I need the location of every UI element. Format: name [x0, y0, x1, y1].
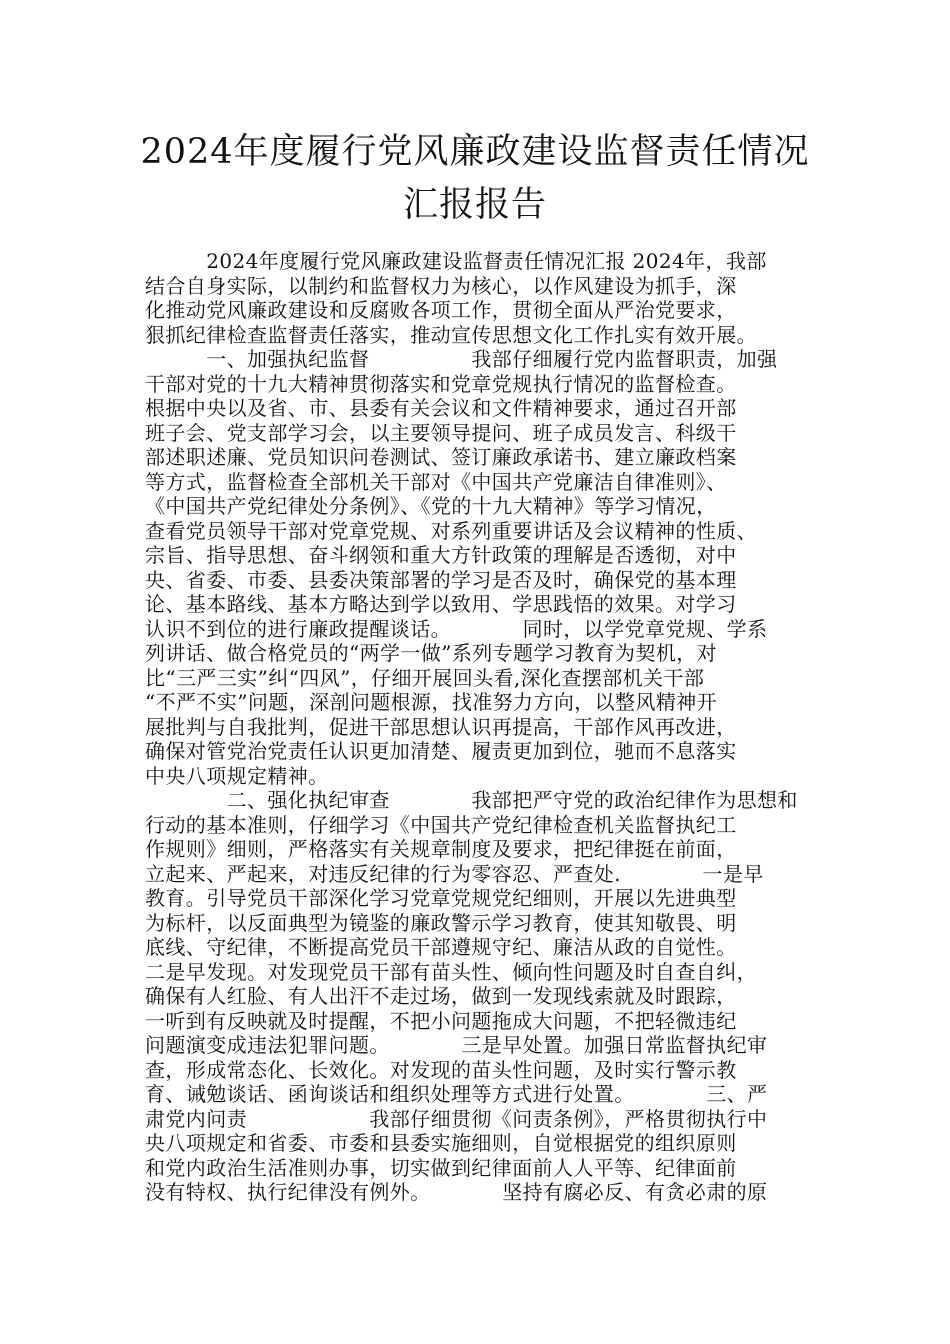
body-text-line: 二、强化执纪审查 我部把严守党的政治纪律作为思想和 [145, 788, 798, 812]
body-text-line: 教育。引导党员干部深化学习党章党规党纪细则，开展以先进典型 [145, 886, 737, 910]
body-text-line: 认识不到位的进行廉政提醒谈话。 同时，以学党章党规、学系 [145, 616, 768, 641]
body-text-line: 化推动党风廉政建设和反腐败各项工作，贯彻全面从严治党要求， [145, 298, 737, 322]
body-text-line: 作规则》细则，严格落实有关规章制度及要求，把纪律挺在前面， [145, 837, 737, 861]
body-text-line: 根据中央以及省、市、县委有关会议和文件精神要求，通过召开部 [145, 396, 737, 420]
body-text-line: 中央八项规定精神。 [145, 763, 329, 788]
body-text-line: 底线、守纪律，不断提高党员干部遵规守纪、廉洁从政的自觉性。 [145, 935, 737, 959]
body-text-line: 二是早发现。对发现党员干部有苗头性、倾向性问题及时自查自纠， [145, 959, 757, 984]
body-text-line: 育、诫勉谈话、函询谈话和组织处理等方式进行处置。 三、严 [145, 1082, 768, 1106]
body-text-line: 《中国共产党纪律处分条例》、《党的十九大精神》等学习情况， [145, 494, 717, 518]
body-text-line: 部述职述廉、党员知识问卷测试、签订廉政承诺书、建立廉政档案 [145, 445, 737, 469]
body-text-line: 为标杆，以反面典型为镜鉴的廉政警示学习教育，使其知敬畏、明 [145, 910, 737, 935]
body-text-line: 干部对党的十九大精神贯彻落实和党章党规执行情况的监督检查。 [145, 371, 737, 396]
body-text-line: 一、加强执纪监督 我部仔细履行党内监督职责，加强 [145, 347, 778, 371]
body-text-line: 确保对管党治党责任认识更加清楚、履责更加到位，驰而不息落实 [145, 739, 737, 763]
body-text-line: 狠抓纪律检查监督责任落实，推动宣传思想文化工作扎实有效开展。 [145, 322, 757, 347]
body-text-line: 央、省委、市委、县委决策部署的学习是否及时，确保党的基本理 [145, 567, 737, 592]
title-line-2: 汇报报告 [402, 185, 547, 225]
title-line-1: 2024年度履行党风廉政建设监督责任情况 [140, 132, 810, 172]
document-title [100, 126, 850, 232]
body-text-line: 查看党员领导干部对党章党规、对系列重要讲话及会议精神的性质、 [145, 518, 757, 543]
body-text-line: 宗旨、指导思想、奋斗纲领和重大方针政策的理解是否透彻，对中 [145, 543, 737, 567]
body-text-line: 查，形成常态化、长效化。对发现的苗头性问题，及时实行警示教 [145, 1057, 737, 1082]
body-text-line: 立起来、严起来，对违反纪律的行为零容忍、严查处. 一是早 [145, 861, 764, 886]
body-text-line: 结合自身实际，以制约和监督权力为核心，以作风建设为抓手，深 [145, 273, 737, 298]
body-text-line: “不严不实”问题，深剖问题根源，找准努力方向，以整风精神开 [145, 690, 718, 714]
body-text-line: 肃党内问责 我部仔细贯彻《问责条例》，严格贯彻执行中 [145, 1106, 768, 1131]
body-text-line: 和党内政治生活准则办事，切实做到纪律面前人人平等、纪律面前 [145, 1155, 737, 1180]
body-text-line: 一听到有反映就及时提醒，不把小问题拖成大问题，不把轻微违纪 [145, 1008, 737, 1033]
body-text-line: 问题演变成违法犯罪问题。 三是早处置。加强日常监督执纪审 [145, 1033, 768, 1057]
body-text-line: 班子会、党支部学习会，以主要领导提问、班子成员发言、科级干 [145, 420, 737, 445]
body-text-line: 等方式，监督检查全部机关干部对《中国共产党廉洁自律准则》、 [145, 469, 727, 494]
body-text-line: 央八项规定和省委、市委和县委实施细则，自觉根据党的组织原则 [145, 1131, 737, 1155]
body-text-line: 2024年度履行党风廉政建设监督责任情况汇报 2024年，我部 [145, 249, 767, 273]
document-body [145, 249, 810, 1205]
body-text-line: 确保有人红脸、有人出汗不走过场，做到一发现线索就及时跟踪， [145, 984, 737, 1008]
body-text-line: 比“三严三实”纠“四风”，仔细开展回头看,深化查摆部机关干部 [145, 665, 705, 690]
body-text-line: 没有特权、执行纪律没有例外。 坚持有腐必反、有贪必肃的原 [145, 1180, 768, 1204]
body-text-line: 列讲话、做合格党员的“两学一做”系列专题学习教育为契机，对 [145, 641, 718, 665]
body-text-line: 行动的基本准则，仔细学习《中国共产党纪律检查机关监督执纪工 [145, 812, 737, 837]
body-text-line: 展批判与自我批判，促进干部思想认识再提高，干部作风再改进， [145, 714, 737, 739]
body-text-line: 论、基本路线、基本方略达到学以致用、学思践悟的效果。对学习 [145, 592, 737, 616]
